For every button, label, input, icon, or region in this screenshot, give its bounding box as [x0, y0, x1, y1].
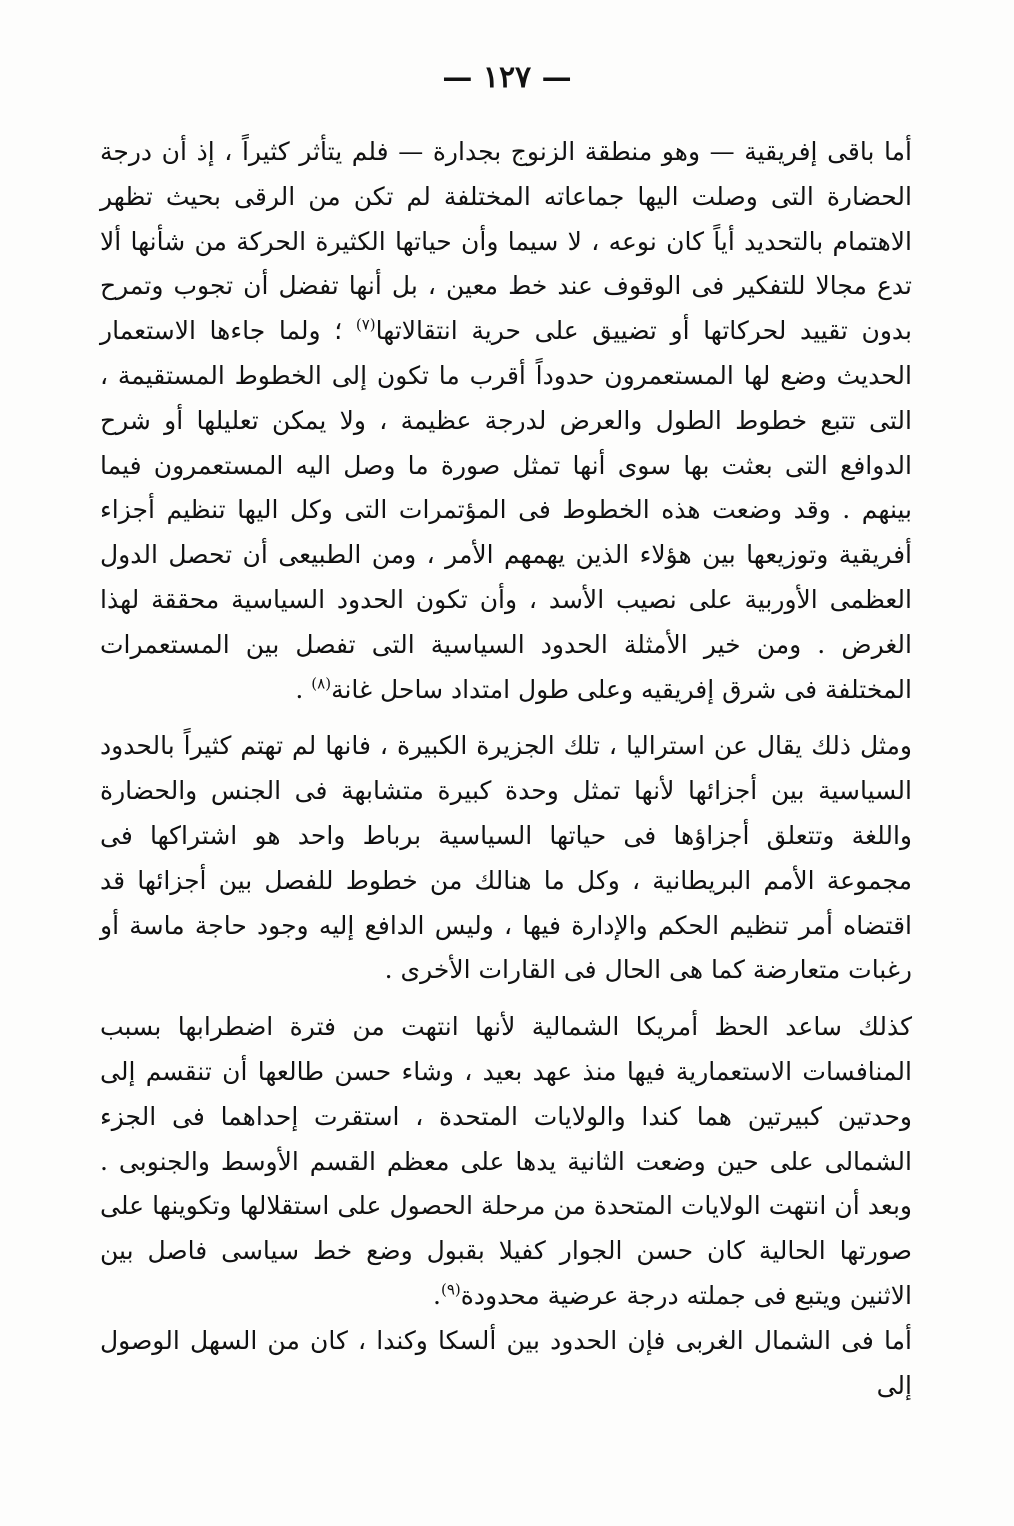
page-number: — ١٢٧ — — [442, 60, 572, 95]
paragraph-africa — [100, 130, 912, 712]
footnote-marker: (٨) — [311, 674, 332, 693]
paragraph-text: . — [433, 1280, 441, 1310]
paragraph-alaska — [100, 1319, 912, 1409]
paragraph-text: أما فى الشمال الغربى فإن الحدود بين ألسكا وكندا ، كان من السهل الوصول إلى — [100, 1325, 913, 1400]
paragraph-text: كذلك ساعد الحظ أمريكا الشمالية لأنها انتهت من فترة اضطرابها بسبب المنافسات الاستعمارية فيها منذ عهد بعيد ، وشاء حسن طالعها أن تنقسم إلى وحدتين كبيرتين هما كندا والولايات المتحدة ، استقرت إحداهما فى الجزء الشمالى على حين وضعت الثانية يدها على معظم القسم الأوسط والجنوبى . وبعد أن انتهت الولايات المتحدة من مرحلة الحصول على استقلالها وتكوينها على صورتها الحالية كان حسن الجوار كفيلا بقبول وضع خط سياسى فاصل بين الاثنين ويتبع فى جملته درجة عرضية محدودة — [100, 1012, 912, 1310]
paragraph-gap — [100, 993, 912, 1005]
paragraph-text: ومثل ذلك يقال عن استراليا ، تلك الجزيرة الكبيرة ، فانها لم تهتم كثيراً بالحدود السياسية بين أجزائها لأنها تمثل وحدة كبيرة متشابهة فى الجنس والحضارة واللغة وتتعلق أجزاؤها فى حياتها السياسية برباط واحد هو اشتراكها فى مجموعة الأمم البريطانية ، وكل ما هنالك من خطوط للفصل بين أجزائها قد اقتضاه أمر تنظيم الحكم والإدارة فيها ، وليس الدافع إليه وجود حاجة ماسة أو رغبات متعارضة كما هى الحال فى القارات الأخرى . — [100, 731, 912, 985]
paragraph-australia — [100, 724, 912, 993]
page-body — [100, 130, 912, 1408]
paragraph-text: أما باقى إفريقية — وهو منطقة الزنوج بجدارة — فلم يتأثر كثيراً ، إذ أن درجة الحضارة التى وصلت اليها جماعاته المختلفة لم تكن من الرقى بحيث تظهر الاهتمام بالتحديد أياً كان نوعه ، لا سيما وأن حياتها الكثيرة الحركة من شأنها ألا تدع مجالا للتفكير فى الوقوف عند خط معين ، بل أنها تفضل أن تجوب وتمرح بدون تقييد لحركاتها أو تضييق على حرية انتقالاتها — [100, 137, 912, 346]
footnote-marker: (٧) — [355, 315, 376, 334]
paragraph-text: ؛ ولما جاءها الاستعمار الحديث وضع لها المستعمرون حدوداً أقرب ما تكون إلى الخطوط المستقيمة ، التى تتبع خطوط الطول والعرض لدرجة عظيمة ، ولا يمكن تعليلها أو شرح الدوافع التى بعثت بها سوى أنها تمثل صورة ما وصل اليه المستعمرون فيما بينهم . وقد وضعت هذه الخطوط فى المؤتمرات التى وكل اليها تنظيم أجزاء أفريقية وتوزيعها بين هؤلاء الذين يهمهم الأمر ، ومن الطبيعى أن تحصل الدول العظمى الأوربية على نصيب الأسد ، وأن تكون الحدود السياسية محققة لهذا الغرض . ومن خير الأمثلة الحدود السياسية التى تفصل بين المستعمرات المختلفة فى شرق إفريقيه وعلى طول امتداد ساحل غانة — [100, 316, 912, 704]
paragraph-text: . — [295, 674, 312, 704]
footnote-marker: (٩) — [441, 1280, 461, 1299]
paragraph-gap — [100, 712, 912, 724]
paragraph-north-america — [100, 1005, 912, 1319]
